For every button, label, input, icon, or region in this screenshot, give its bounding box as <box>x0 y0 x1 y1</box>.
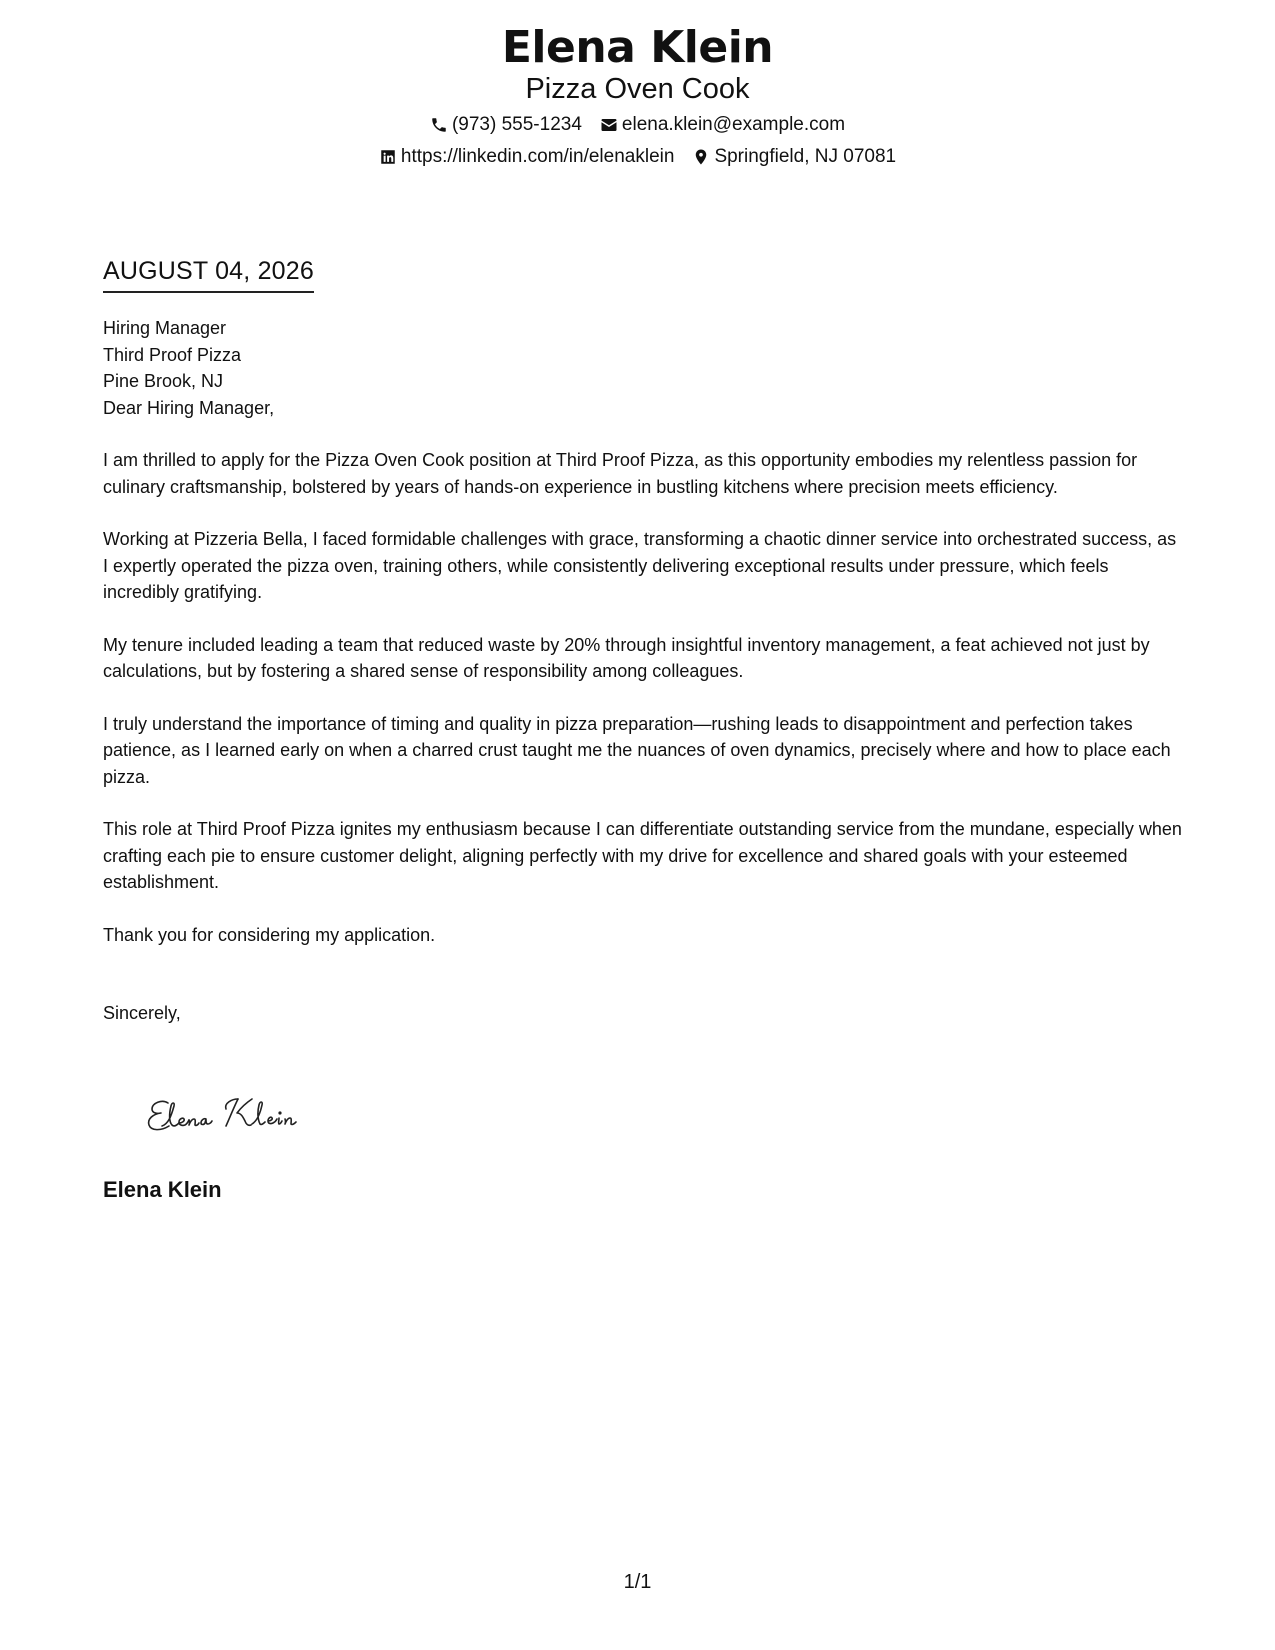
letter-date: AUGUST 04, 2026 <box>103 256 314 293</box>
map-pin-icon <box>692 148 710 166</box>
contact-row-2 <box>0 145 1275 169</box>
linkedin-text[interactable]: https://linkedin.com/in/elenaklein <box>400 146 675 167</box>
applicant-title: Pizza Oven Cook <box>525 73 750 105</box>
recipient-line: Hiring Manager <box>103 318 227 338</box>
body-paragraph: My tenure included leading a team that reduced waste by 20% through insightful inventory management, a feat achieved not just by calculations, but by fostering a shared sense of responsibility among colleagues. <box>103 634 1150 681</box>
body-paragraph: I am thrilled to apply for the Pizza Oven Cook position at Third Proof Pizza, as this opportunity embodies my relentless passion for culinary craftsmanship, bolstered by years of hands-on experience in bustling kitchens where precision meets efficiency. <box>103 450 1138 497</box>
signer-name: Elena Klein <box>103 1177 222 1202</box>
letter-body <box>103 315 1183 1027</box>
contact-location <box>692 145 896 169</box>
phone-text: (973) 555-1234 <box>451 114 582 135</box>
contact-phone <box>430 113 582 137</box>
letter-header <box>0 22 1275 169</box>
recipient-line: Third Proof Pizza <box>103 344 242 365</box>
signature-image <box>140 1085 340 1145</box>
body-paragraph: I truly understand the importance of timing and quality in pizza preparation—rushing leads to disappointment and perfection takes patience, as I learned early on when a charred crust taught me the nuances of oven dynamics, precisely where and how to place each pizza. <box>103 713 1171 787</box>
body-paragraph: This role at Third Proof Pizza ignites my enthusiasm because I can differentiate outstanding service from the mundane, especially when crafting each pie to ensure customer delight, aligning perfectly with my drive for excellence and shared goals with your esteemed establishment. <box>103 819 1182 892</box>
salutation: Dear Hiring Manager, <box>103 397 275 418</box>
location-text: Springfield, NJ 07081 <box>714 146 897 167</box>
linkedin-icon <box>379 148 397 166</box>
applicant-name: Elena Klein <box>501 22 774 73</box>
email-text[interactable]: elena.klein@example.com <box>621 114 846 135</box>
phone-icon <box>430 116 448 134</box>
body-paragraph: Working at Pizzeria Bella, I faced formidable challenges with grace, transforming a chaotic dinner service into orchestrated success, as I expertly operated the pizza oven, training others, while consistently delivering exceptional results under pressure, which feels incredibly gratifying. <box>103 529 1177 602</box>
contact-row-1 <box>0 113 1275 137</box>
envelope-icon <box>600 116 618 134</box>
recipient-line: Pine Brook, NJ <box>103 371 224 391</box>
recipient-block <box>103 315 1183 395</box>
body-paragraph: Thank you for considering my application. <box>103 924 436 945</box>
contact-email[interactable] <box>600 113 845 137</box>
closing: Sincerely, <box>103 1003 181 1023</box>
contact-linkedin[interactable] <box>379 145 675 169</box>
page-number: 1/1 <box>623 1571 652 1593</box>
